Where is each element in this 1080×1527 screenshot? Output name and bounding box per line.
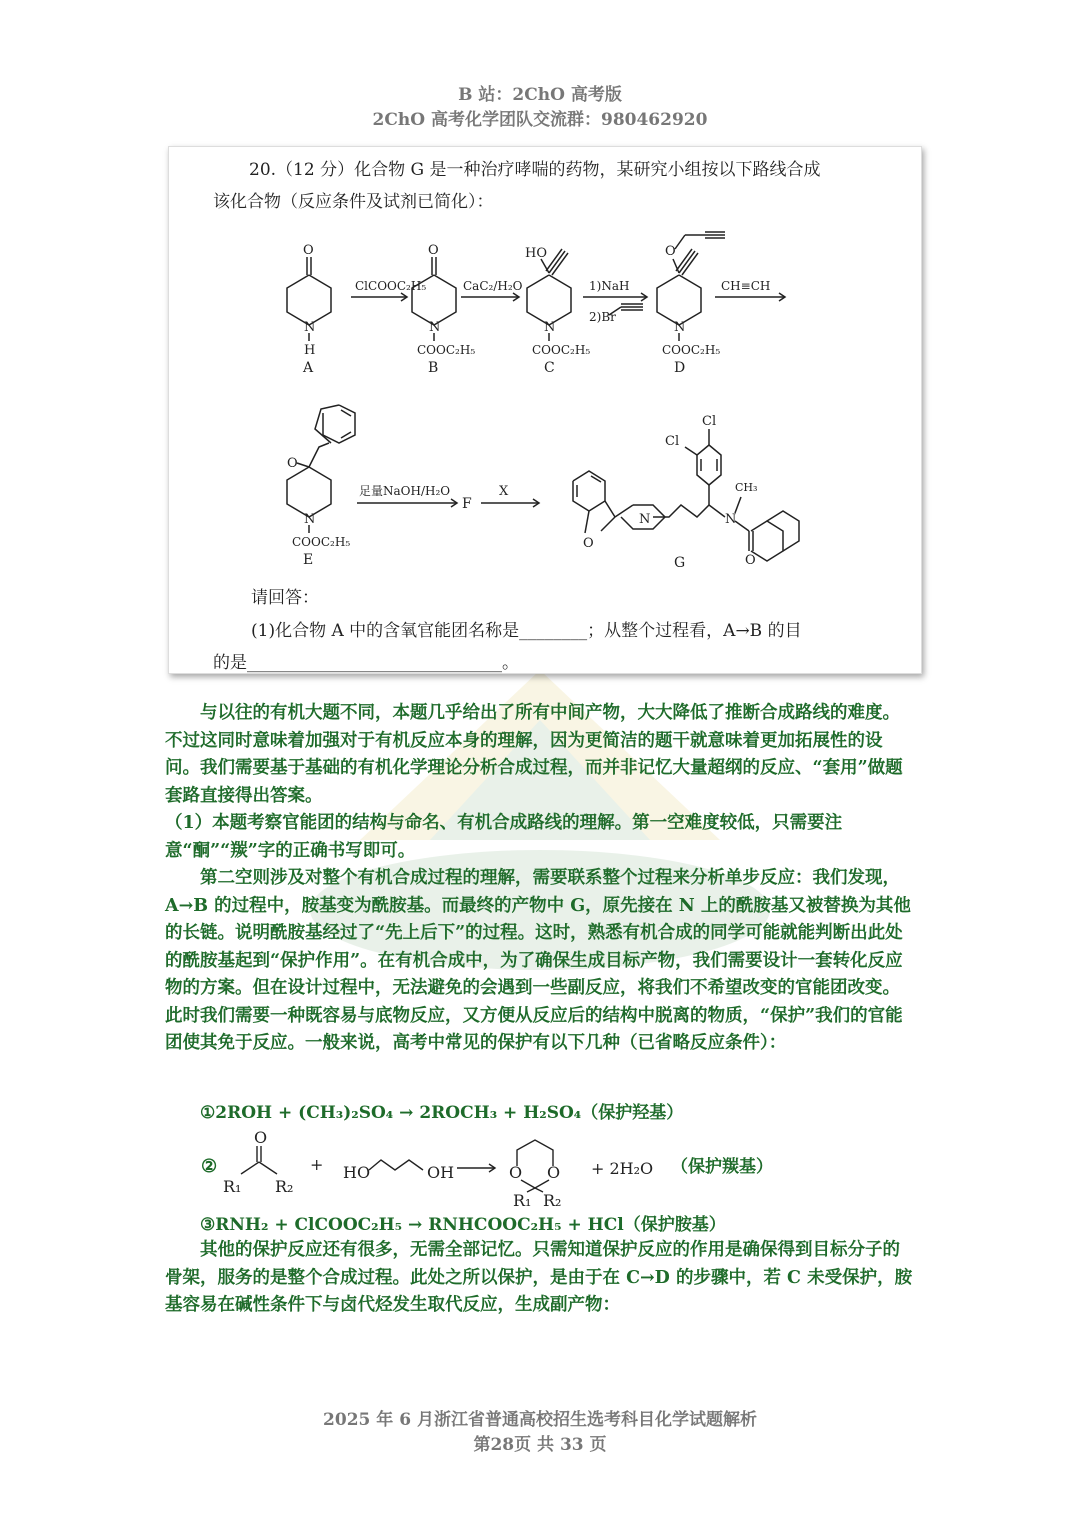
compound-g [573,414,799,571]
compound-c [525,246,590,376]
page-number: 第28页 共 33 页 [473,1435,607,1455]
svg-text:F: F [462,496,472,512]
header-line-2: 2ChO 高考化学团队交流群：980462920 [372,110,708,130]
svg-text:C: C [544,360,555,376]
svg-text:Cl: Cl [702,414,717,429]
svg-text:O: O [428,243,439,258]
svg-text:COOC₂H₅: COOC₂H₅ [417,343,476,357]
svg-text:+ 2H₂O: + 2H₂O [591,1159,654,1178]
compound-b [412,243,475,376]
svg-text:D: D [674,360,686,376]
svg-text:O: O [509,1163,523,1182]
question-prompt: 请回答： [251,588,319,608]
question-line-1: 20.（12 分）化合物 G 是一种治疗哮喘的药物，某研究小组按以下路线合成 [249,160,821,180]
svg-text:CH≡CH: CH≡CH [721,279,771,293]
analysis-block-2 [165,1237,917,1320]
analysis-paragraph-1: 与以往的有机大题不同，本题几乎给出了所有中间产物，大大降低了推断合成路线的难度。不过这同时意味着加强对于有机反应本身的理解，因为更简洁的题干就意味着更加拓展性的设问。我们需要基于基础的有机化学理论分析合成过程，而并非记忆大量超纲的反应、“套用”做题套路直接得出答案。 [165,703,903,806]
synthesis-route-diagram [169,217,921,637]
svg-text:Cl: Cl [665,434,680,449]
svg-text:N: N [304,512,316,527]
svg-text:CH₃: CH₃ [735,481,758,494]
svg-text:HO: HO [525,246,547,261]
equation-2 [195,1130,815,1210]
question-image-box [168,146,922,674]
analysis-paragraph-2: （1）本题考察官能团的结构与命名、有机合成路线的理解。第一空难度较低，只需要注意“酮”“羰”字的正确书写即可。 [165,813,843,861]
svg-text:O: O [287,456,298,471]
svg-text:N: N [639,512,651,527]
analysis-block-1 [165,700,917,1058]
svg-text:2)Br: 2)Br [589,310,616,324]
compound-e [287,405,355,568]
question-sub1-b: 的是______________________________。 [213,653,519,673]
svg-text:O: O [665,244,676,259]
svg-text:N: N [429,320,441,335]
svg-text:R₂: R₂ [543,1191,562,1210]
svg-text:ClCOOC₂H₅: ClCOOC₂H₅ [355,279,427,293]
svg-text:N: N [725,512,737,527]
svg-text:B: B [428,360,439,376]
equation-3: ③RNH₂ + ClCOOC₂H₅ → RNHCOOC₂H₅ + HCl（保护胺基） [200,1215,726,1235]
equation-1: ①2ROH + (CH₃)₂SO₄ → 2ROCH₃ + H₂SO₄（保护羟基） [200,1103,684,1123]
question-sub1-a: (1)化合物 A 中的含氧官能团名称是________；从整个过程看，A→B 的目 [251,621,802,641]
question-line-2: 该化合物（反应条件及试剂已简化）： [213,192,494,212]
svg-text:H: H [304,343,316,358]
header-line-1: B 站：2ChO 高考版 [458,85,622,105]
analysis-paragraph-4: 其他的保护反应还有很多，无需全部记忆。只需知道保护反应的作用是确保得到目标分子的骨架，服务的是整个合成过程。此处之所以保护，是由于在 C→D 的步骤中，若 C 未受保护，胺基容易在碱性条件下与卤代烃发生取代反应，生成副产物： [165,1240,913,1315]
svg-text:+: + [310,1155,324,1174]
svg-text:N: N [304,320,316,335]
analysis-paragraph-3: 第二空则涉及对整个有机合成过程的理解，需要联系整个过程来分析单步反应：我们发现，A→B 的过程中，胺基变为酰胺基。而最终的产物中 G，原先接在 N 上的酰胺基又被替换为其他的长链。说明酰胺基经过了“先上后下”的过程。这时，熟悉有机合成的同学可能就能判断出此处的酰胺基起到“保护作用”。在有机合成中，为了确保生成目标产物，我们需要设计一套转化反应物的方案。但在设计过程中，无法避免的会遇到一些副反应，将我们不希望改变的官能团改变。此时我们需要一种既容易与底物反应，又方便从反应后的结构中脱离的物质，“保护”我们的官能团使其免于反应。一般来说，高考中常见的保护有以下几种（已省略反应条件）： [165,868,911,1053]
svg-text:OH: OH [427,1163,455,1182]
svg-text:R₂: R₂ [275,1177,294,1196]
compound-d [657,232,725,376]
svg-text:COOC₂H₅: COOC₂H₅ [662,343,721,357]
svg-text:②: ② [201,1156,218,1177]
svg-text:A: A [303,360,314,376]
svg-text:1)NaH: 1)NaH [589,279,630,293]
svg-text:N: N [544,320,556,335]
svg-text:O: O [745,553,756,568]
svg-text:足量NaOH/H₂O: 足量NaOH/H₂O [359,484,451,498]
svg-text:R₁: R₁ [513,1191,532,1210]
svg-text:COOC₂H₅: COOC₂H₅ [292,535,351,549]
svg-text:X: X [499,484,509,499]
compound-a [287,243,331,376]
svg-text:E: E [303,552,314,568]
svg-text:O: O [254,1130,268,1147]
footer-title: 2025 年 6 月浙江省普通高校招生选考科目化学试题解析 [323,1410,757,1430]
svg-text:CaC₂/H₂O: CaC₂/H₂O [463,279,523,293]
svg-text:O: O [303,243,314,258]
svg-text:O: O [583,536,594,551]
svg-text:（保护羰基）: （保护羰基） [671,1157,773,1177]
svg-text:COOC₂H₅: COOC₂H₅ [532,343,591,357]
svg-text:G: G [674,555,686,571]
svg-text:R₁: R₁ [223,1177,242,1196]
svg-text:HO: HO [343,1163,371,1182]
svg-text:O: O [547,1163,561,1182]
svg-text:N: N [674,320,686,335]
